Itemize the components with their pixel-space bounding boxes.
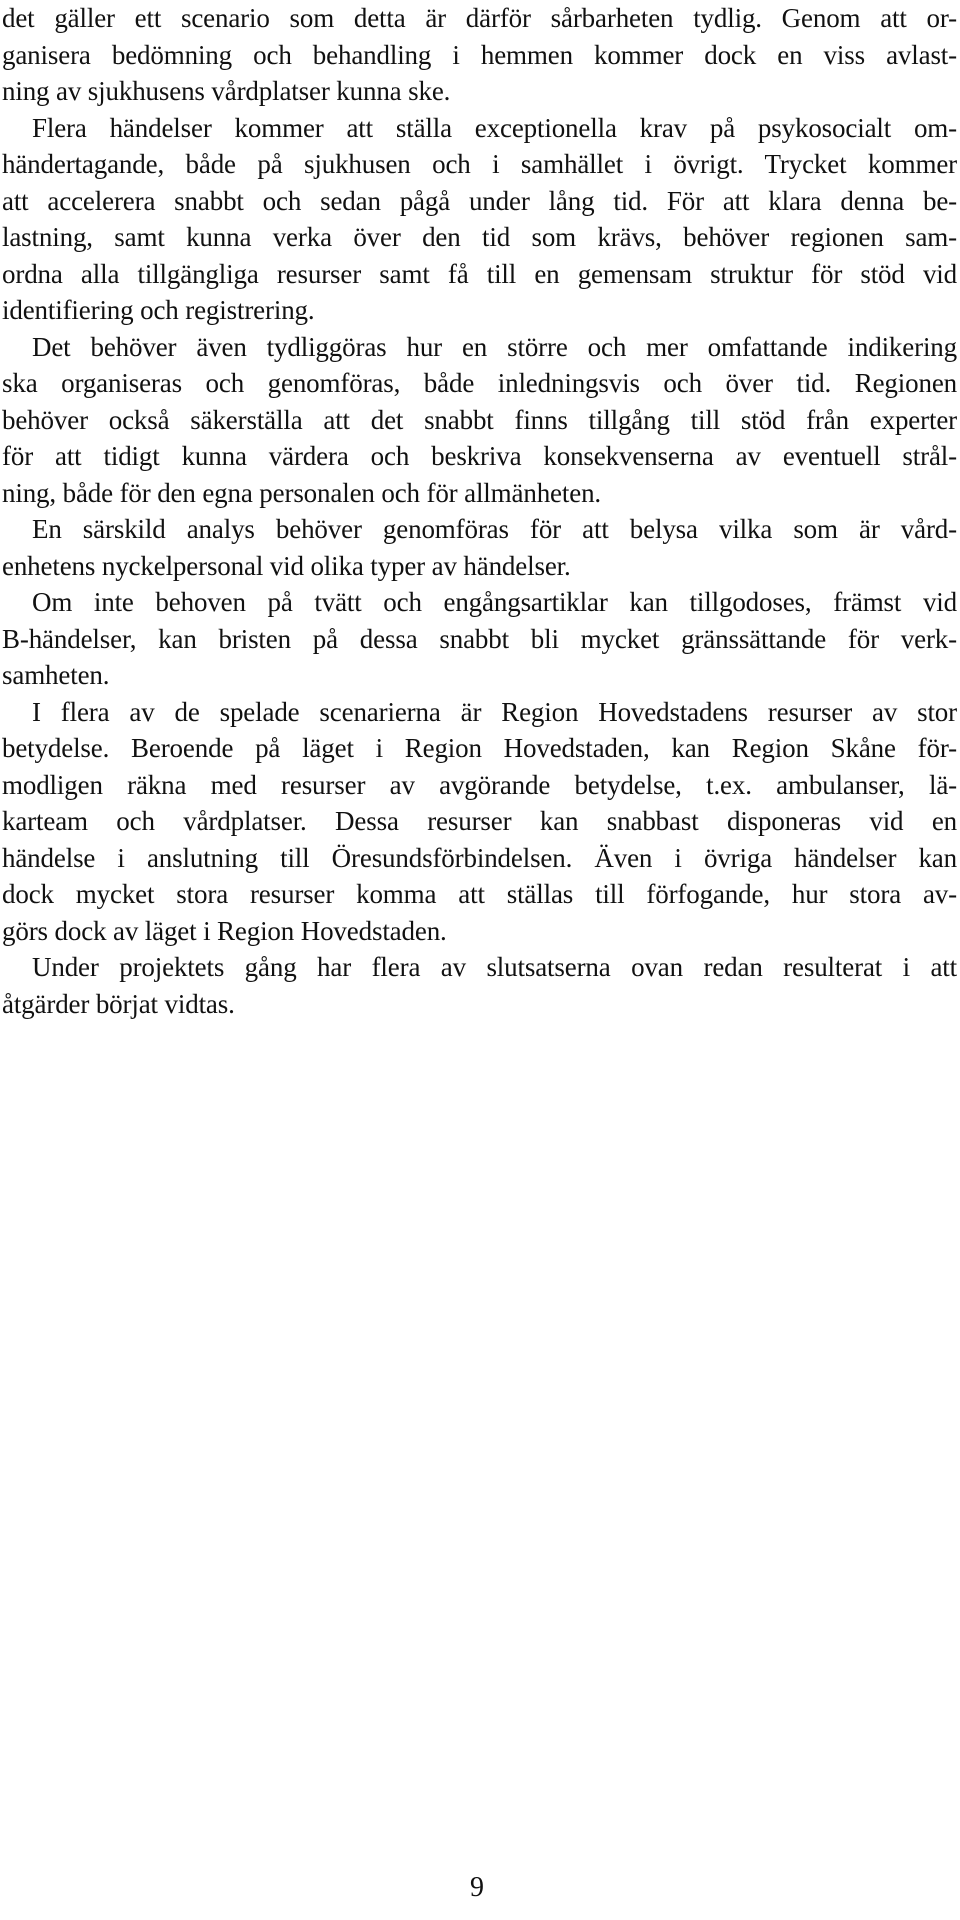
text-line: karteam och vårdplatser. Dessa resurser kan snabbast disponeras vid en — [2, 806, 957, 836]
text-line: En särskild analys behöver genomföras för att belysa vilka som är vård- — [32, 514, 957, 544]
text-line: betydelse. Beroende på läget i Region Hovedstaden, kan Region Skåne för- — [2, 733, 957, 763]
text-line: att accelerera snabbt och sedan pågå under lång tid. För att klara denna be- — [2, 185, 957, 216]
text-line: ska organiseras och genomföras, både inledningsvis och över tid. Regionen — [2, 368, 957, 398]
text-line: Under projektets gång har flera av slutsatserna ovan redan resulterat i att — [32, 952, 957, 982]
text-line: I flera av de spelade scenarierna är Region Hovedstadens resurser av stor — [32, 696, 957, 727]
text-line: ganisera bedömning och behandling i hemmen kommer dock en viss avlast- — [2, 39, 957, 70]
text-line: modligen räkna med resurser av avgörande betydelse, t.ex. ambulanser, lä- — [2, 769, 957, 800]
text-line: Om inte behoven på tvätt och engångsartiklar kan tillgodoses, främst vid — [32, 587, 957, 617]
text-line: dock mycket stora resurser komma att ställas till förfogande, hur stora av- — [2, 879, 957, 909]
text-line: behöver också säkerställa att det snabbt finns tillgång till stöd från experter — [2, 404, 957, 435]
text-line: lastning, samt kunna verka över den tid som krävs, behöver regionen sam- — [2, 222, 957, 252]
text-line: identifiering och registrering. — [2, 295, 315, 325]
text-line: händelse i anslutning till Öresundsförbindelsen. Även i övriga händelser kan — [2, 842, 957, 873]
text-line: Det behöver även tydliggöras hur en större och mer omfattande indikering — [32, 331, 957, 362]
text-line: samheten. — [2, 660, 110, 690]
text-line: åtgärder börjat vidtas. — [2, 988, 235, 1019]
body-text — [2, 0, 957, 1022]
page-number: 9 — [470, 1872, 484, 1903]
text-line: händertagande, både på sjukhusen och i samhället i övrigt. Trycket kommer — [2, 149, 957, 179]
text-line: det gäller ett scenario som detta är därför sårbarheten tydlig. Genom att or- — [2, 3, 957, 33]
text-line: enhetens nyckelpersonal vid olika typer av händelser. — [2, 550, 571, 581]
text-line: Flera händelser kommer att ställa exceptionella krav på psykosocialt om- — [32, 112, 957, 143]
text-line: ning av sjukhusens vårdplatser kunna ske. — [2, 76, 451, 106]
text-line: för att tidigt kunna värdera och beskriva konsekvenserna av eventuell strål- — [2, 441, 957, 471]
text-line: görs dock av läget i Region Hovedstaden. — [2, 915, 447, 946]
text-line: ning, både för den egna personalen och för allmänheten. — [2, 477, 602, 508]
text-line: ordna alla tillgängliga resurser samt få till en gemensam struktur för stöd vid — [2, 258, 957, 289]
text-line: B-händelser, kan bristen på dessa snabbt bli mycket gränssättande för verk- — [2, 623, 957, 654]
